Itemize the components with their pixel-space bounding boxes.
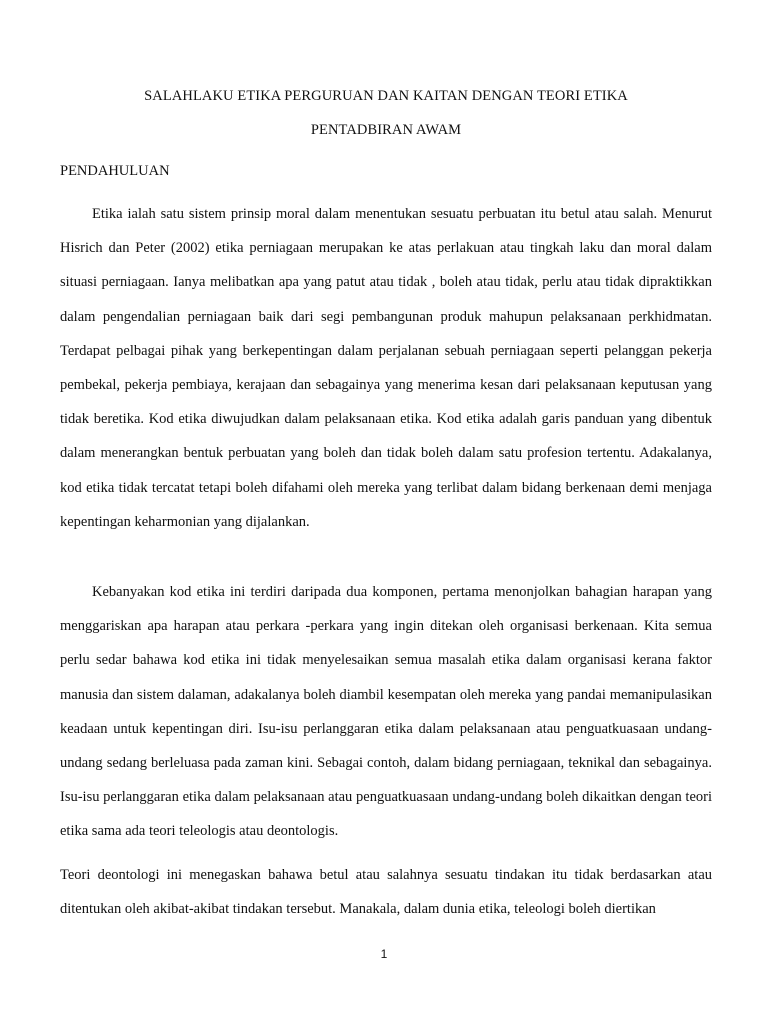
paragraph-3: Teori deontologi ini menegaskan bahawa betul atau salahnya sesuatu tindakan itu tidak berdasarkan atau ditentukan oleh akibat-akibat tindakan tersebut. Manakala, dalam dunia etika, teleologi boleh diertikan (60, 867, 712, 918)
page-number: 1 (380, 947, 388, 961)
section-heading: PENDAHULUAN (60, 163, 170, 179)
paragraph-2: Kebanyakan kod etika ini terdiri daripada dua komponen, pertama menonjolkan bahagian harapan yang menggariskan apa harapan atau perkara -perkara yang ingin ditekan oleh organisasi berkenaan. Kita semua perlu sedar bahawa kod etika ini tidak menyelesaikan semua masalah etika dalam organisasi kerana faktor manusia dan sistem dalaman, adakalanya boleh diambil kesempatan oleh mereka yang pandai memanipulasikan keadaan untuk kepentingan diri. Isu-isu perlanggaran etika dalam pelaksanaan atau penguatkuasaan undang-undang sedang berleluasa pada zaman kini. Sebagai contoh, dalam bidang perniagaan, teknikal dan sebagainya. Isu-isu perlanggaran etika dalam pelaksanaan atau penguatkuasaan undang-undang boleh dikaitkan dengan teori etika sama ada teori teleologis atau deontologis. (60, 584, 712, 840)
document-title-line-1: SALAHLAKU ETIKA PERGURUAN DAN KAITAN DENGAN TEORI ETIKA (144, 88, 628, 104)
document-title-line-2: PENTADBIRAN AWAM (310, 122, 462, 138)
paragraph-1: Etika ialah satu sistem prinsip moral dalam menentukan sesuatu perbuatan itu betul atau salah. Menurut Hisrich dan Peter (2002) etika perniagaan merupakan ke atas perlakuan atau tingkah laku dan moral dalam situasi perniagaan. Ianya melibatkan apa yang patut atau tidak , boleh atau tidak, perlu atau tidak dipraktikkan dalam pengendalian perniagaan baik dari segi pembangunan produk mahupun pelaksanaan perkhidmatan. Terdapat pelbagai pihak yang berkepentingan dalam perjalanan sebuah perniagaan seperti pelanggan pekerja pembekal, pekerja pembiaya, kerajaan dan sebagainya yang menerima kesan dari pelaksanaan keputusan yang tidak beretika. Kod etika diwujudkan dalam pelaksanaan etika. Kod etika adalah garis panduan yang dibentuk dalam menerangkan bentuk perbuatan yang boleh dan tidak boleh dalam satu profesion tertentu. Adakalanya, kod etika tidak tercatat tetapi boleh difahami oleh mereka yang terlibat dalam bidang berkenaan demi menjaga kepentingan keharmonian yang dijalankan. (60, 206, 712, 530)
